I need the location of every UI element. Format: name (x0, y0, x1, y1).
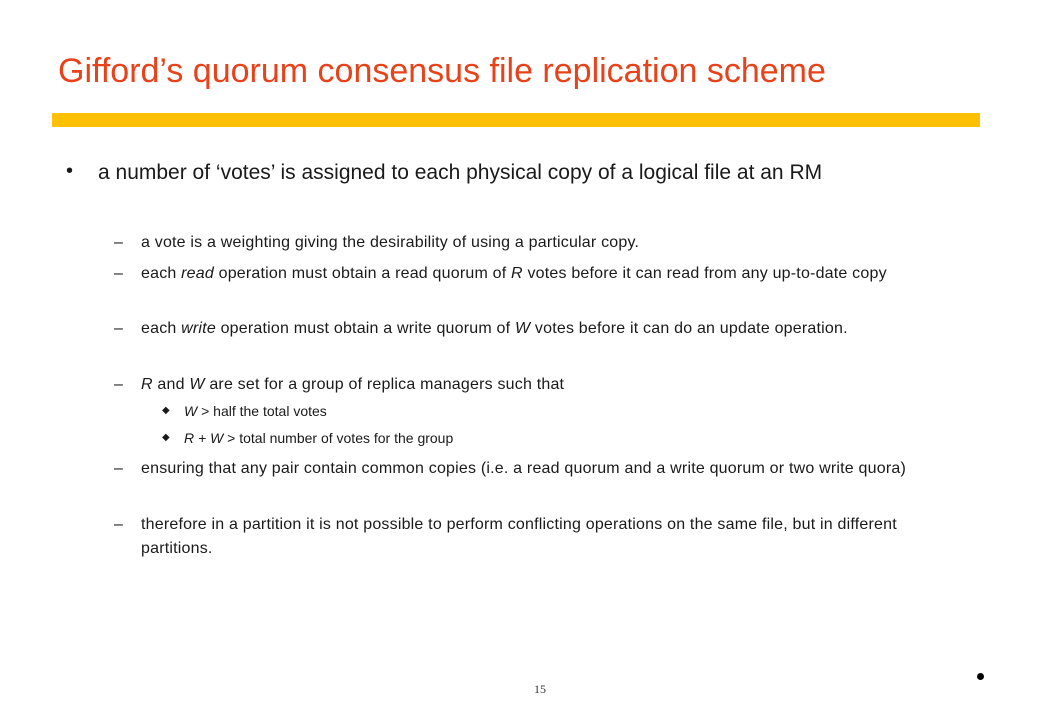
sub-bullet-text: each (141, 265, 182, 282)
sub-bullet-text: a vote is a weighting giving the desirability of using a particular copy. (141, 234, 640, 251)
dash-marker: – (114, 376, 123, 393)
slide-title: Gifford’s quorum consensus file replication scheme (58, 52, 826, 90)
sub-bullet-text: votes before it can read from any up-to-date copy (522, 265, 887, 282)
condition-text: > half the total votes (197, 403, 327, 419)
emphasis-w: W (189, 376, 205, 393)
sub-bullet-text: are set for a group of replica managers such that (204, 376, 565, 393)
dash-marker: – (114, 265, 123, 282)
sub-bullet-text: each (141, 320, 182, 337)
emphasis-write: write (181, 320, 216, 337)
condition-r-plus-w (184, 428, 964, 448)
emphasis-r: R (141, 376, 153, 393)
condition-w-majority (184, 401, 964, 421)
dash-marker: – (114, 234, 123, 251)
sub-bullet-common-copies (141, 457, 971, 481)
sub-bullet-text: therefore in a partition it is not possible to perform conflicting operations on the same file, but in different partitions. (141, 516, 897, 557)
emphasis-r-plus-w: R + W (184, 430, 224, 446)
sub-bullet-vote-weighting (141, 231, 971, 255)
condition-text: > total number of votes for the group (223, 430, 454, 446)
sub-bullet-read-quorum (141, 262, 971, 286)
emphasis-read: read (181, 265, 214, 282)
sub-bullet-text: operation must obtain a read quorum of (213, 265, 512, 282)
page-number: 15 (534, 682, 546, 696)
diamond-marker: ◆ (162, 432, 170, 443)
sub-bullet-write-quorum (141, 317, 971, 341)
emphasis-r: R (511, 265, 523, 282)
dash-marker: – (114, 320, 123, 337)
sub-bullet-text: and (152, 376, 190, 393)
sub-bullet-r-and-w (141, 373, 971, 397)
sub-bullet-partition (141, 513, 971, 561)
main-bullet-marker: • (66, 160, 74, 182)
main-bullet-text: a number of ‘votes’ is assigned to each physical copy of a logical file at an RM (98, 161, 823, 184)
sub-bullet-text: ensuring that any pair contain common copies (i.e. a read quorum and a write quorum or two write quora) (141, 460, 906, 477)
diamond-marker: ◆ (162, 405, 170, 416)
sub-bullet-text: operation must obtain a write quorum of (215, 320, 515, 337)
corner-dot (977, 673, 984, 680)
sub-bullet-text: votes before it can do an update operation. (530, 320, 848, 337)
dash-marker: – (114, 460, 123, 477)
emphasis-w: W (514, 320, 531, 337)
emphasis-w: W (184, 403, 198, 419)
dash-marker: – (114, 516, 123, 533)
